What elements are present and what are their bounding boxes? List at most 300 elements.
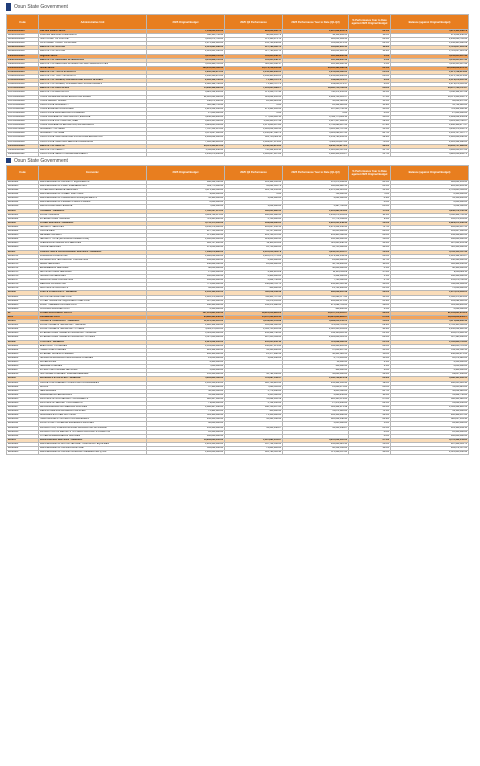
table-cell: 46,137,176,013.67 bbox=[283, 311, 349, 315]
table-cell: 968,833,715.00 bbox=[391, 344, 469, 348]
table-cell: 55,707,000.00 bbox=[225, 230, 283, 234]
table-cell: 101,168,859.13 bbox=[391, 426, 469, 430]
table-cell: 155,276,700.00 bbox=[391, 279, 469, 283]
table-cell: 22020403 bbox=[7, 451, 39, 455]
table-cell: 15,137,560,861.44 bbox=[225, 316, 283, 320]
table-cell: 21.0% bbox=[349, 75, 391, 79]
table-header-row bbox=[7, 15, 469, 30]
table-cell: 32.4% bbox=[349, 373, 391, 377]
table-cell: 1,254,040.02 bbox=[225, 356, 283, 360]
table-cell: 98,250,000.00 bbox=[147, 266, 225, 270]
table-cell: 2,829,371,658.58 bbox=[391, 221, 469, 225]
table-cell: 5,000,000.00 bbox=[147, 369, 225, 373]
table-cell: OSUN STATE TECHNICAL AND VOCATIONAL EDUCATION bbox=[39, 136, 147, 140]
table-cell: 2,091,048,301.15 bbox=[283, 336, 349, 340]
table-cell: 1,044,483,263.05 bbox=[225, 75, 283, 79]
table-cell: 22020404 bbox=[7, 180, 39, 184]
table-cell: 16.6% bbox=[349, 447, 391, 451]
table-cell: 0100100000100 bbox=[7, 34, 39, 38]
table-cell: TRAVEL & TRANSPORT - GENERAL bbox=[39, 320, 147, 324]
table-cell: 986,268,805.39 bbox=[283, 291, 349, 295]
table-cell: 6,850,000.00 bbox=[391, 365, 469, 369]
table-cell: 67.9% bbox=[349, 124, 391, 128]
table-cell: 580,259,169.39 bbox=[225, 291, 283, 295]
table-cell: 234,922,633.60 bbox=[283, 381, 349, 385]
table-cell: 10.3% bbox=[349, 393, 391, 397]
table-cell: 0517102700100 bbox=[7, 128, 39, 132]
table-cell: JUDICIAL SERVICE COMMISSION bbox=[39, 34, 147, 38]
table-cell: 58,564,856,945.27 bbox=[391, 316, 469, 320]
table-cell: 0517102800100 bbox=[7, 132, 39, 136]
table-cell: 220204 bbox=[7, 438, 39, 442]
table-cell: OSUN STATE HEALTH INSURANCE AGENCY bbox=[39, 152, 147, 156]
table-cell: 433,260,625.30 bbox=[283, 442, 349, 446]
table-cell: 0517101200100 bbox=[7, 111, 39, 115]
table-cell: 7,147,511,870.00 bbox=[147, 128, 225, 132]
table-cell: OFFICE STATIONERIES / COMPUTER CONSUMABLES bbox=[39, 381, 147, 385]
table-cell: 1,702,145,383.00 bbox=[391, 324, 469, 328]
table-cell: 185,148,902.58 bbox=[283, 62, 349, 66]
table-cell: 22020702 bbox=[7, 258, 39, 262]
table-cell: 400,831,916.41 bbox=[283, 50, 349, 54]
table-cell: 18.9% bbox=[349, 46, 391, 50]
table-cell: MAGAZINES & PERIODICALS bbox=[39, 393, 147, 397]
table-cell: 196,588,000.00 bbox=[391, 275, 469, 279]
table-cell: 1,054,000.00 bbox=[225, 205, 283, 209]
table-cell: 19,814,056,928.26 bbox=[225, 311, 283, 315]
table-cell: 17,200,000.00 bbox=[147, 270, 225, 274]
table-cell: 3.1% bbox=[349, 275, 391, 279]
table-cell: MINISTRY OF REGIONAL INTEGRATION AND SPECIAL DUTIES bbox=[39, 62, 147, 66]
table-cell: 5.5% bbox=[349, 54, 391, 58]
table-cell: 683,841,851.00 bbox=[391, 180, 469, 184]
table-cell: ELECTRICITY CHARGES bbox=[39, 344, 147, 348]
table-cell: 61,869,050.00 bbox=[391, 401, 469, 405]
table-cell: 1,044,483,263.05 bbox=[225, 70, 283, 74]
table-cell: INFORMATION TECHNOLOGY CONSULTING bbox=[39, 258, 147, 262]
table-cell: 116,345,346.17 bbox=[225, 62, 283, 66]
table-cell: 1,336,738,979.59 bbox=[283, 377, 349, 381]
table-cell: 140,320,000.00 bbox=[391, 258, 469, 262]
table-cell: 22020708 bbox=[7, 283, 39, 287]
table-cell: MINOR ROAD MAINTENANCE bbox=[39, 205, 147, 209]
column-header: Balance (against Original Budget) bbox=[391, 165, 469, 180]
table-cell: 22020203 bbox=[7, 352, 39, 356]
table-cell: 5,702,050.00 bbox=[225, 401, 283, 405]
government-logo-icon bbox=[6, 158, 11, 163]
table-cell: 10,750,800.00 bbox=[225, 246, 283, 250]
table-cell: 37.1% bbox=[349, 438, 391, 442]
table-cell: 2,010,253,529.79 bbox=[225, 250, 283, 254]
table-cell: 82.2% bbox=[349, 336, 391, 340]
table-cell: 220203 bbox=[7, 377, 39, 381]
table-cell: OTHER SERVICES - GENERAL bbox=[39, 221, 147, 225]
economic-classification-table bbox=[6, 165, 469, 455]
table-cell: 950,000.00 bbox=[225, 287, 283, 291]
table-cell: 2,618,122,760.00 bbox=[147, 83, 225, 87]
table-cell: 185,148,902.58 bbox=[283, 58, 349, 62]
table-cell: 317,796,483.70 bbox=[225, 46, 283, 50]
table-cell: 36,657,736,547.97 bbox=[391, 87, 469, 91]
table-cell: 551,697,139.37 bbox=[225, 377, 283, 381]
column-header: 2025 Q2 Performance bbox=[225, 165, 283, 180]
table-cell: SATELLITE BROADCASTING ACCESS CHARGES bbox=[39, 356, 147, 360]
table-cell: 22020312 bbox=[7, 426, 39, 430]
table-cell: 3,871,140,500.00 bbox=[147, 189, 225, 193]
table-cell: 1,221,352,030.00 bbox=[147, 107, 225, 111]
table-cell: 8,000,000.00 bbox=[391, 201, 469, 205]
table-cell: MAINTENANCE OF OFFICE / BUILDING / RESIDENTIAL QTRS bbox=[39, 451, 147, 455]
table-cell: 0.00 bbox=[283, 111, 349, 115]
table-cell: 49.9% bbox=[349, 136, 391, 140]
table-cell: 960,615,616.40 bbox=[391, 381, 469, 385]
table-cell: 180,841,336,583.00 bbox=[147, 66, 225, 70]
table-cell: 18.9% bbox=[349, 50, 391, 54]
table-cell: 22020706 bbox=[7, 275, 39, 279]
table-cell: 16,571,340,845.71 bbox=[391, 95, 469, 99]
table-cell: 2,021,022,000.00 bbox=[147, 340, 225, 344]
table-cell: 26,009,800.00 bbox=[225, 262, 283, 266]
table-cell: 1,000,000,000.00 bbox=[147, 238, 225, 242]
table-cell: 202,684,675.00 bbox=[283, 299, 349, 303]
table-cell: 4,024,845,345.00 bbox=[147, 124, 225, 128]
table-cell: 15.5% bbox=[349, 99, 391, 103]
table-cell: 31,682,750.00 bbox=[391, 393, 469, 397]
table-cell: 217,700,000.00 bbox=[147, 230, 225, 234]
table-cell: 963,223,867.55 bbox=[391, 225, 469, 229]
table-cell: 22.9% bbox=[349, 377, 391, 381]
table-cell: 328,817,851.40 bbox=[391, 418, 469, 422]
table-cell: 22020314 bbox=[7, 434, 39, 438]
table-cell: 4,142,579,000.00 bbox=[147, 225, 225, 229]
table-cell: 26.1% bbox=[349, 30, 391, 34]
table-cell: 22020305 bbox=[7, 397, 39, 401]
table-cell: 1,016,683,597.86 bbox=[283, 148, 349, 152]
table-cell: 1,111,386,147.49 bbox=[225, 120, 283, 124]
table-cell: 139,066,579.57 bbox=[283, 83, 349, 87]
table-cell: 1,234,270,191.82 bbox=[283, 213, 349, 217]
table-cell: 714,402,866.48 bbox=[391, 107, 469, 111]
table-cell: 27.2% bbox=[349, 316, 391, 320]
table-cell: 1,803,048,058.45 bbox=[391, 136, 469, 140]
table-cell: 70.1% bbox=[349, 410, 391, 414]
column-header: 2025 Performance Year to Date (Q1-Q2) bbox=[283, 15, 349, 30]
table-body bbox=[7, 30, 469, 157]
table-cell: 591,100,000.00 bbox=[147, 414, 225, 418]
table-cell: 71,183,707.73 bbox=[225, 83, 283, 87]
table-cell: PRODUCTION OF REPORTS TO PUBLIC ACCOUNTS COMMITTE bbox=[39, 430, 147, 434]
table-cell: 128,768,423.00 bbox=[225, 381, 283, 385]
table-cell: 5,834,900,580.00 bbox=[147, 377, 225, 381]
table-cell: 22020104 bbox=[7, 336, 39, 340]
table-cell: MAINTENANCE OF PLANTS/GENERATORS bbox=[39, 185, 147, 189]
table-cell: 23.5% bbox=[349, 287, 391, 291]
table-cell: 0517101000100 bbox=[7, 103, 39, 107]
table-cell: 22020311 bbox=[7, 422, 39, 426]
table-cell: 48.9% bbox=[349, 328, 391, 332]
table-cell: 34.4% bbox=[349, 242, 391, 246]
table-cell: 0400100100100 bbox=[7, 62, 39, 66]
table-cell: 7,004,000.00 bbox=[147, 205, 225, 209]
table-cell: 1,495,000,000.00 bbox=[147, 451, 225, 455]
table-cell: 22020303 bbox=[7, 389, 39, 393]
table-cell: 480,001,890.00 bbox=[225, 213, 283, 217]
table-cell: OFFICE SERVICES bbox=[39, 246, 147, 250]
table-cell: 6,069,600.00 bbox=[391, 307, 469, 311]
table-cell: 0517102100100 bbox=[7, 124, 39, 128]
table-cell: 116,345,346.17 bbox=[225, 58, 283, 62]
table-cell: 860,534,530.00 bbox=[147, 180, 225, 184]
table-cell: 2,912,001,249.42 bbox=[283, 221, 349, 225]
table-cell: 0.0% bbox=[349, 111, 391, 115]
table-cell: 1,880,819,000.00 bbox=[147, 254, 225, 258]
table-cell: 22020413 bbox=[7, 197, 39, 201]
table-cell: 2,430,014,918.44 bbox=[391, 328, 469, 332]
table-cell: 293,100,000.00 bbox=[147, 352, 225, 356]
table-cell: 27.0% bbox=[349, 397, 391, 401]
table-cell: 1,867,022,261.78 bbox=[283, 30, 349, 34]
table-cell: 188,708,197.00 bbox=[225, 406, 283, 410]
table-cell: 22020207 bbox=[7, 369, 39, 373]
table-cell: 0400000000000 bbox=[7, 54, 39, 58]
table-cell: 3,341,928,712.00 bbox=[147, 54, 225, 58]
table-cell: 1,473,934,883.00 bbox=[147, 42, 225, 46]
table-cell: 201,740,578.00 bbox=[225, 234, 283, 238]
table-cell: 51.8% bbox=[349, 238, 391, 242]
table-cell: 11,113,311.89 bbox=[283, 270, 349, 274]
document-header bbox=[0, 0, 480, 14]
table-row bbox=[7, 152, 469, 156]
table-cell: 2201 bbox=[7, 316, 39, 320]
table-cell: 36,402,490,368.59 bbox=[283, 66, 349, 70]
table-cell: 0.00 bbox=[225, 111, 283, 115]
table-cell: 71,183,707.73 bbox=[225, 79, 283, 83]
table-cell: 220207 bbox=[7, 250, 39, 254]
table-cell: 997,353,569.00 bbox=[225, 336, 283, 340]
table-cell: 5,997,700.00 bbox=[283, 205, 349, 209]
table-cell: 25,177,968.12 bbox=[225, 352, 283, 356]
table-cell: 22020501 bbox=[7, 213, 39, 217]
table-cell: 26.0% bbox=[349, 230, 391, 234]
table-cell: 2,479,076,305.43 bbox=[391, 79, 469, 83]
table-cell: 3,156,355,607.42 bbox=[391, 54, 469, 58]
table-cell: 55,938,489,092.00 bbox=[147, 87, 225, 91]
table-cell: 10,300,000.00 bbox=[147, 430, 225, 434]
table-cell: 7,000,000.00 bbox=[147, 365, 225, 369]
table-cell: FUEL & LUBRICANTS - GENERAL bbox=[39, 291, 147, 295]
table-row bbox=[7, 451, 469, 455]
table-cell: 635,062,300.00 bbox=[225, 324, 283, 328]
table-cell: 1,401,500,000.00 bbox=[147, 442, 225, 446]
table-cell: 100,000,000.00 bbox=[147, 434, 225, 438]
table-cell: INTERNATIONAL TRAVEL & TRANSPORT: TRAINING bbox=[39, 332, 147, 336]
table-cell: 22020405 bbox=[7, 185, 39, 189]
table-cell: 956,000.00 bbox=[225, 410, 283, 414]
table-cell: 38,000,000.00 bbox=[283, 266, 349, 270]
table-cell: 5,346,162,007.99 bbox=[391, 91, 469, 95]
table-cell: 373,126,174.70 bbox=[225, 38, 283, 42]
table-cell: 85.6% bbox=[349, 205, 391, 209]
table-cell: 3,442,370,653.70 bbox=[391, 128, 469, 132]
table-cell: 275,094,781.25 bbox=[283, 303, 349, 307]
table-cell: 38.0% bbox=[349, 451, 391, 455]
table-cell: 2.1% bbox=[349, 365, 391, 369]
table-cell: 2,379,132,149.12 bbox=[283, 254, 349, 258]
table-cell: AUDITING OF ACCOUNTS bbox=[39, 287, 147, 291]
table-cell: 51,871,810.00 bbox=[283, 410, 349, 414]
table-cell: SECURITY VOTE (INCLUDING OPERATIONS) bbox=[39, 238, 147, 242]
table-cell: NEWSPAPERS bbox=[39, 389, 147, 393]
table-cell: 17,970,950.00 bbox=[283, 401, 349, 405]
table-cell: 0517100100100 bbox=[7, 91, 39, 95]
table-cell: 7,139,603,035.00 bbox=[147, 30, 225, 34]
table-cell: 8,000,000.00 bbox=[147, 201, 225, 205]
table-cell: 2.1% bbox=[349, 361, 391, 365]
table-cell: 22,280,000.00 bbox=[283, 258, 349, 262]
table-cell: OFFICE RENT bbox=[39, 230, 147, 234]
table-cell: 46,441,326.15 bbox=[283, 352, 349, 356]
table-cell: 6,238,572,545.18 bbox=[391, 209, 469, 213]
table-cell: 23.3% bbox=[349, 185, 391, 189]
table-cell: 474,044,258.65 bbox=[391, 34, 469, 38]
table-cell: 596,381,620.21 bbox=[391, 397, 469, 401]
table-cell: 653,670,851.00 bbox=[391, 217, 469, 221]
table-cell: 440,289,360.00 bbox=[147, 262, 225, 266]
table-cell: 1,675,749,879.96 bbox=[391, 70, 469, 74]
table-cell: 141,726,446.88 bbox=[225, 42, 283, 46]
table-cell: 91,164,861,951.23 bbox=[391, 311, 469, 315]
table-cell: 148,871,960.00 bbox=[147, 99, 225, 103]
table-cell: 115,665,448.51 bbox=[283, 242, 349, 246]
table-cell: SURVEYING SERVICES bbox=[39, 275, 147, 279]
table-cell: 3,681,098,067.10 bbox=[283, 132, 349, 136]
table-cell: ARCHITECTURAL SERVICES bbox=[39, 270, 147, 274]
table-cell: 2,005,362,868.00 bbox=[391, 140, 469, 144]
table-cell: 25.5% bbox=[349, 340, 391, 344]
table-cell: CUSTOMARY COURT OF APPEAL bbox=[39, 42, 147, 46]
table-cell: 22020701 bbox=[7, 254, 39, 258]
table-cell: 22020204 bbox=[7, 356, 39, 360]
table-cell: 471,421,183.06 bbox=[225, 107, 283, 111]
table-cell: 70,838,800.00 bbox=[391, 287, 469, 291]
table-cell: 232,462,742.00 bbox=[225, 332, 283, 336]
table-cell: 803,251,009.34 bbox=[283, 38, 349, 42]
table-cell: 7,606,396,985.00 bbox=[147, 140, 225, 144]
table-cell: 92,819,437.91 bbox=[391, 99, 469, 103]
table-cell: 3,459,634,104.99 bbox=[225, 320, 283, 324]
table-cell: 375,900,000.00 bbox=[147, 234, 225, 238]
column-header: 2025 Q2 Performance bbox=[225, 15, 283, 30]
table-cell: 0400100000000 bbox=[7, 58, 39, 62]
table-cell: 63,821,303.72 bbox=[225, 185, 283, 189]
table-cell: 28.7% bbox=[349, 132, 391, 136]
table-cell: 1,803,854,393.36 bbox=[225, 128, 283, 132]
table-cell: 331,009,874.31 bbox=[283, 42, 349, 46]
table-cell: 0510000000000 bbox=[7, 70, 39, 74]
table-cell: 687,041,951.49 bbox=[391, 242, 469, 246]
table-cell: 0517106000100 bbox=[7, 140, 39, 144]
table-cell: 21,050,000.00 bbox=[147, 356, 225, 360]
table-cell: HIGH COURT OF JUSTICE bbox=[39, 38, 147, 42]
table-cell: 285,705,328.11 bbox=[225, 136, 283, 140]
table-cell: 34,331,140.87 bbox=[225, 426, 283, 430]
table-cell: 4,801,378,110.00 bbox=[147, 328, 225, 332]
table-cell: 31.0% bbox=[349, 442, 391, 446]
table-cell: 205,867,136.56 bbox=[225, 225, 283, 229]
table-cell: 5.5% bbox=[349, 58, 391, 62]
table-cell: 31.7% bbox=[349, 152, 391, 156]
table-cell: 3,992,230,657.66 bbox=[391, 148, 469, 152]
table-cell: 1,857,876,094.61 bbox=[391, 291, 469, 295]
table-cell: LEGAL SERVICES bbox=[39, 262, 147, 266]
table-cell: 120,632,148.60 bbox=[283, 418, 349, 422]
table-cell: 802,707,400.00 bbox=[147, 242, 225, 246]
table-cell: 224,142,000.00 bbox=[147, 348, 225, 352]
table-cell: 13.7% bbox=[349, 258, 391, 262]
table-cell: 0517101400100 bbox=[7, 115, 39, 119]
table-cell: COOKING GAS/FUEL COST bbox=[39, 307, 147, 311]
table-cell: 41.8% bbox=[349, 115, 391, 119]
table-cell: 129,000,000.00 bbox=[225, 238, 283, 242]
table-cell: 144,438,848,214.41 bbox=[391, 66, 469, 70]
table-cell: 1,254,646,490.04 bbox=[283, 75, 349, 79]
table-cell: 1,083,847,867.04 bbox=[225, 152, 283, 156]
table-cell: 22020605 bbox=[7, 242, 39, 246]
table-cell: 381,582,971.49 bbox=[283, 406, 349, 410]
table-cell: 700,000.00 bbox=[283, 193, 349, 197]
table-cell: 2,546,504,979.60 bbox=[225, 144, 283, 148]
table-cell: 235,005,233.16 bbox=[225, 340, 283, 344]
table-cell: 0514000000000 bbox=[7, 79, 39, 83]
table-cell: 13,634,717,893.60 bbox=[391, 144, 469, 148]
table-cell: 3,156,355,607.42 bbox=[391, 58, 469, 62]
column-header: Administrative Unit bbox=[39, 15, 147, 30]
table-cell: 67,830,497.50 bbox=[283, 348, 349, 352]
table-cell: 231,485,580.00 bbox=[283, 234, 349, 238]
table-cell: 371,318,747.46 bbox=[225, 91, 283, 95]
table-cell: 285,505,491.46 bbox=[391, 185, 469, 189]
table-cell: 27,000,000.00 bbox=[147, 111, 225, 115]
table-cell: 56,613,000.00 bbox=[283, 230, 349, 234]
table-cell: 0514100100100 bbox=[7, 83, 39, 87]
table-cell: 1,290,148,477.47 bbox=[391, 124, 469, 128]
table-cell: 116,345,346.17 bbox=[225, 54, 283, 58]
table-cell: 2.0% bbox=[349, 369, 391, 373]
table-cell: MINISTRY OF REGIONAL INTEGRATION bbox=[39, 58, 147, 62]
table-cell: 317,796,483.70 bbox=[225, 50, 283, 54]
table-cell: 90,000,000.00 bbox=[147, 422, 225, 426]
table-cell: 4,021,600.00 bbox=[283, 197, 349, 201]
table-cell: MAINTENANCE OF OFFICE FURNITURE bbox=[39, 447, 147, 451]
table-cell: 22020602 bbox=[7, 230, 39, 234]
table-cell: 22020210 bbox=[7, 373, 39, 377]
table-cell: 760,471,453.01 bbox=[283, 91, 349, 95]
table-cell: UNIFORMS & OTHER CLOTHING bbox=[39, 414, 147, 418]
table-cell: 0517101100100 bbox=[7, 107, 39, 111]
table-cell: RESIDENTIAL RENT bbox=[39, 234, 147, 238]
table-cell: 118,399,755.00 bbox=[147, 103, 225, 107]
table-cell: 2,242,020,783.66 bbox=[391, 38, 469, 42]
table-cell: 26.9% bbox=[349, 418, 391, 422]
table-cell: 1,355,500.00 bbox=[225, 393, 283, 397]
table-cell: 3,341,928,712.00 bbox=[147, 62, 225, 66]
table-cell: 9.4% bbox=[349, 217, 391, 221]
table-cell: 185,148,902.58 bbox=[283, 54, 349, 58]
table-cell: 22020302 bbox=[7, 385, 39, 389]
table-cell: 0100100100100 bbox=[7, 38, 39, 42]
table-cell: 181,087,000.00 bbox=[391, 230, 469, 234]
table-cell: 22020102 bbox=[7, 328, 39, 332]
